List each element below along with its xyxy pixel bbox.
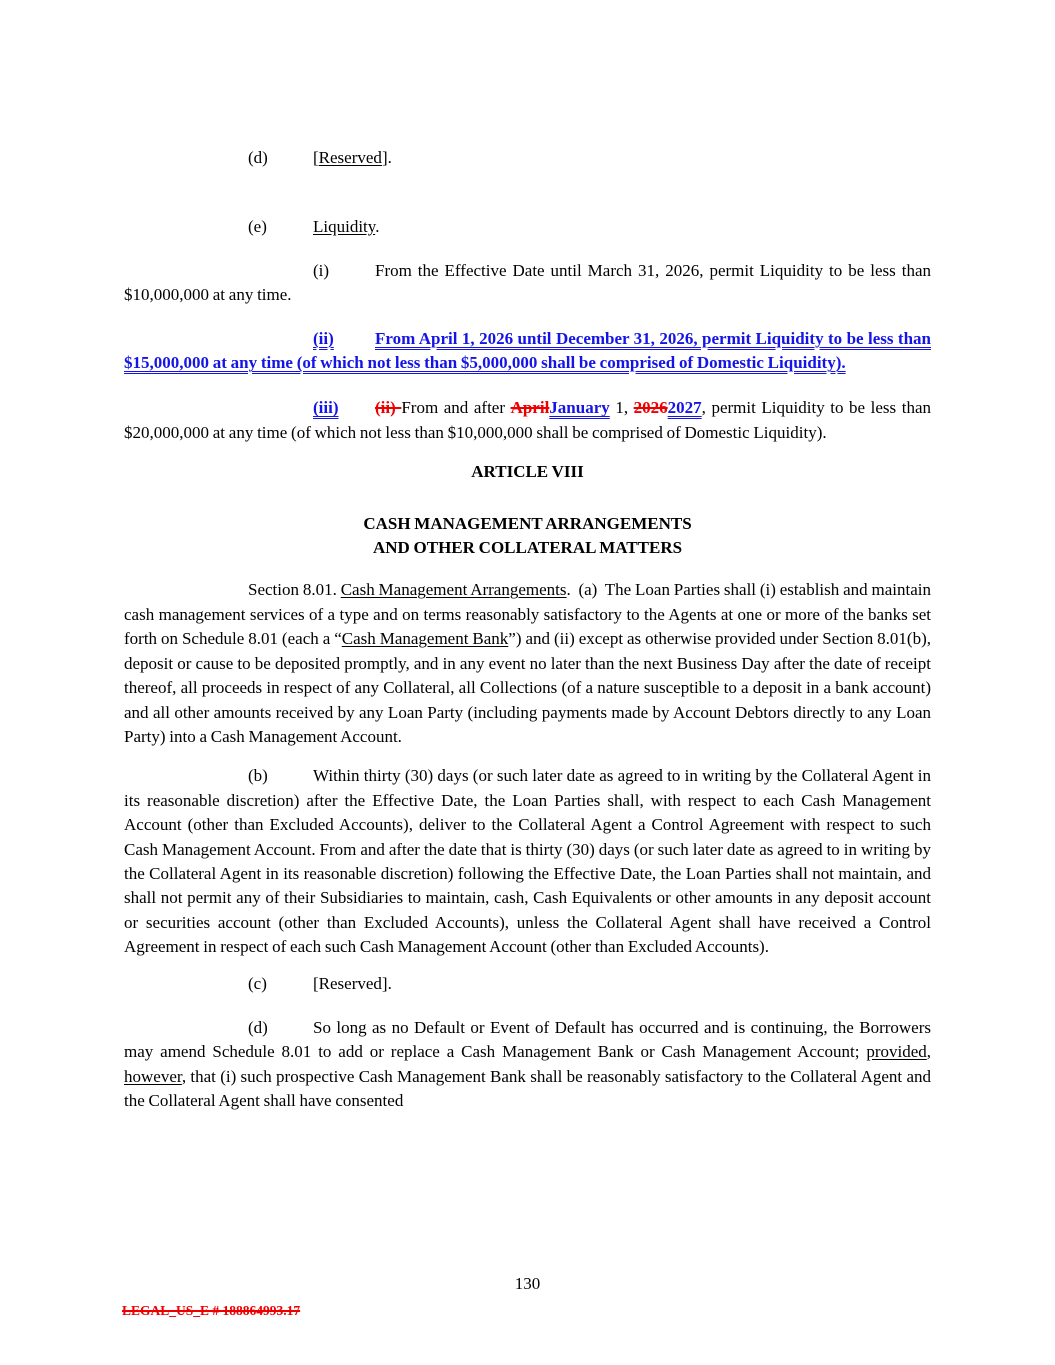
deleted-text: (ii): [375, 398, 402, 418]
doc-id-stamp-deleted: LEGAL_US_E # 188864993.17: [122, 1303, 301, 1318]
text-run: (b): [248, 766, 268, 786]
list-marker: [248, 972, 313, 996]
underlined-text: Reserved: [318, 148, 382, 167]
clause-e-ii-inserted: [124, 327, 931, 376]
underlined-text: provided: [866, 1042, 927, 1062]
document-body: [124, 146, 931, 1114]
text-run: So long as no Default or Event of Default has occurred and is continuing, the Borrowers may amend Schedule 8.01 to add or replace a Cash Management Bank or Cash Management Account;: [124, 1017, 931, 1062]
section-8-01-d: [124, 1016, 931, 1114]
section-8-01-c-reserved: [124, 972, 931, 996]
deleted-text: April: [510, 398, 550, 418]
list-marker: [248, 764, 313, 788]
deleted-text: 2026: [633, 398, 668, 418]
text-run: ,: [926, 1042, 931, 1062]
inserted-text: From April 1, 2026 until December 31, 2026, permit Liquidity to be less than $15,000,000 at any time (of which not less than $5,000,000 shall be comprised of Domestic Liquidity).: [124, 328, 931, 373]
text-run: ].: [381, 148, 392, 167]
text-run: ”) and (ii) except as otherwise provided under Section 8.01(b), deposit or cause to be deposited promptly, and in any event no later than the next Business Day after the date of receipt thereof, all proceeds in respect of any Collateral, all Collections (of a nature susceptible to a deposit in a bank account) and all other amounts received by any Loan Party (including payments made by Account Debtors directly to any Loan Party) into a Cash Management Account.: [124, 629, 931, 746]
text-run: From the Effective Date until March 31, 2026, permit Liquidity to be less than $10,000,000 at any time.: [124, 260, 931, 305]
text-run: From and after: [401, 398, 511, 418]
inserted-text: January: [549, 398, 610, 418]
text-run: 1,: [609, 398, 634, 418]
list-marker: [248, 1016, 313, 1040]
inserted-text: (iii): [313, 398, 339, 418]
text-run: . (a) The Loan Parties shall (i) establish and maintain cash management services of a type and on terms reasonably satisfactory to the Agents at one or more of the banks set forth on Schedule 8.01 (each a “: [124, 580, 931, 649]
text-run: (d): [248, 148, 268, 167]
text-run: Section 8.01.: [248, 580, 341, 600]
section-8-01-a: [124, 578, 931, 749]
article-heading: ARTICLE VIII: [471, 462, 584, 482]
text-run: (c): [248, 973, 267, 993]
page-number: 130: [514, 1274, 541, 1293]
section-8-01-b: [124, 764, 931, 959]
text-run: (i): [313, 260, 330, 280]
clause-d-reserved: [124, 146, 931, 170]
underlined-text: Liquidity: [313, 217, 376, 237]
text-run: [Reserved].: [313, 973, 392, 993]
article-title-line2: AND OTHER COLLATERAL MATTERS: [372, 538, 683, 558]
text-run: .: [375, 217, 380, 237]
list-marker: [313, 396, 375, 420]
text-run: (d): [248, 1017, 268, 1037]
inserted-text: (ii): [313, 328, 334, 348]
underlined-text: however: [124, 1066, 182, 1086]
text-run: (e): [248, 217, 267, 237]
clause-e-liquidity: [124, 215, 931, 239]
list-marker: [313, 259, 375, 283]
text-run: [: [313, 148, 319, 167]
text-run: , permit Liquidity to be less than $20,000,000 at any time (of which not less than $10,000,000 shall be comprised of Domestic Liquidity).: [124, 398, 931, 442]
clause-e-i: [124, 259, 931, 308]
text-run: Within thirty (30) days (or such later date as agreed to in writing by the Collateral Agent in its reasonable discretion) after the Effective Date, the Loan Parties shall, with respect to each Cash Management Account (other than Excluded Accounts), deliver to the Collateral Agent a Control Agreement with respect to such Cash Management Account. From and after the date that is thirty (30) days (or such later date as agreed to in writing by the Collateral Agent in its reasonable discretion) following the Effective Date, the Loan Parties shall not maintain, and shall not permit any of their Subsidiaries to maintain, cash, Cash Equivalents or other amounts in any deposit account or securities account (other than Excluded Accounts), unless the Collateral Agent shall have received a Control Agreement in respect of each such Cash Management Account (other than Excluded Accounts).: [124, 766, 931, 957]
underlined-text: Cash Management Arrangements: [340, 580, 567, 600]
clause-e-iii-redline: [124, 396, 931, 445]
list-marker: [248, 215, 313, 239]
text-run: , that (i) such prospective Cash Management Bank shall be reasonably satisfactory to the Collateral Agent and the Collateral Agent shall have consented: [124, 1066, 931, 1111]
list-marker: [313, 327, 375, 351]
list-marker: [248, 146, 313, 170]
inserted-text: 2027: [667, 398, 702, 418]
underlined-text: Cash Management Bank: [341, 629, 509, 649]
article-title-line1: CASH MANAGEMENT ARRANGEMENTS: [363, 513, 692, 533]
